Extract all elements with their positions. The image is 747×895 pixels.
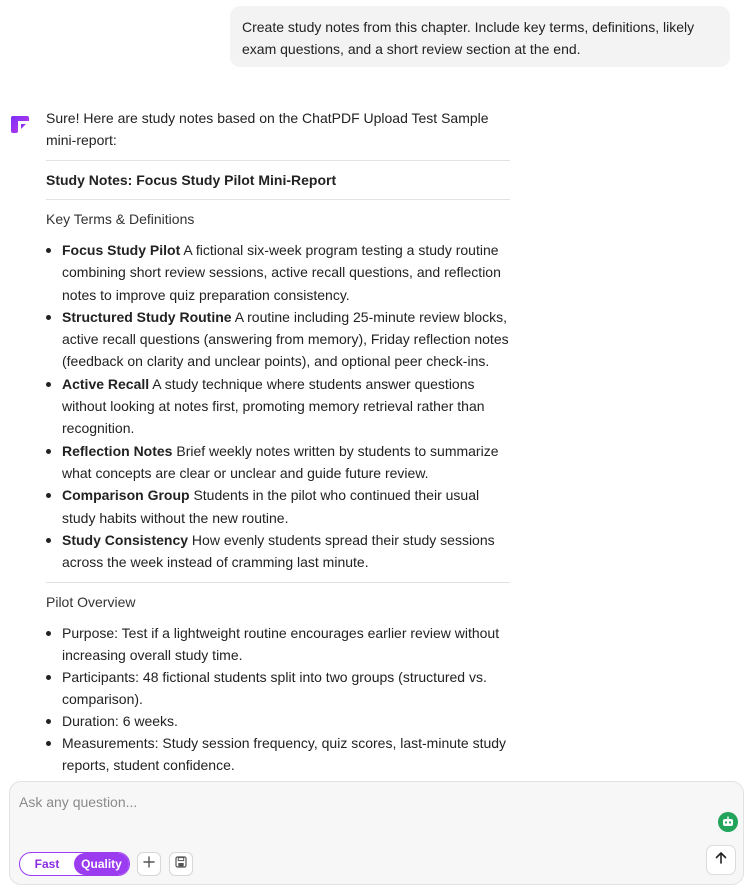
term-definition: Brief weekly notes written by students to summarize what concepts are clear or unclear and guide future review. bbox=[62, 442, 499, 481]
term-definition: How evenly students spread their study sessions across the week instead of cramming last minute. bbox=[62, 531, 495, 571]
arrow-up-icon bbox=[714, 851, 728, 870]
add-button[interactable] bbox=[137, 852, 161, 876]
list-item bbox=[46, 239, 510, 306]
divider bbox=[46, 199, 510, 200]
list-item: Participants: 48 fictional students split into two groups (structured vs. comparison). bbox=[46, 666, 510, 710]
answer-intro: Sure! Here are study notes based on the ChatPDF Upload Test Sample mini-report: bbox=[46, 110, 489, 148]
floppy-disk-icon bbox=[175, 855, 187, 873]
message-composer bbox=[9, 781, 744, 885]
robot-icon[interactable] bbox=[718, 812, 738, 832]
overview-list bbox=[46, 622, 510, 776]
term-label: Focus Study Pilot bbox=[62, 242, 181, 258]
term-definition: Students in the pilot who continued their usual study habits without the new routine. bbox=[62, 487, 480, 526]
list-item bbox=[46, 529, 510, 574]
divider bbox=[46, 160, 510, 161]
term-label: Active Recall bbox=[62, 375, 150, 392]
term-label: Structured Study Routine bbox=[62, 308, 232, 325]
term-definition: A routine including 25-minute review blocks, active recall questions (answering from memory), Friday reflection notes (feedback on clarity and unclear points), and optional peer check-ins. bbox=[62, 308, 509, 370]
mode-quality-option[interactable]: Quality bbox=[74, 853, 129, 875]
key-terms-list bbox=[46, 239, 510, 573]
list-item: Measurements: Study session frequency, quiz scores, last-minute study reports, student confidence. bbox=[46, 732, 510, 776]
mode-toggle[interactable] bbox=[19, 852, 130, 876]
user-message-text: Create study notes from this chapter. Include key terms, definitions, likely exam questions, and a short review section at the end. bbox=[242, 19, 695, 57]
key-terms-heading: Key Terms & Definitions bbox=[46, 211, 195, 227]
mode-fast-option[interactable]: Fast bbox=[34, 857, 60, 871]
user-message-bubble bbox=[230, 6, 730, 67]
list-item: Duration: 6 weeks. bbox=[46, 710, 510, 732]
list-item bbox=[46, 373, 510, 440]
term-label: Reflection Notes bbox=[62, 442, 173, 459]
assistant-logo-icon bbox=[9, 113, 31, 135]
list-item bbox=[46, 440, 510, 485]
list-item bbox=[46, 484, 510, 529]
save-button[interactable] bbox=[169, 852, 193, 876]
assistant-answer bbox=[46, 107, 510, 776]
divider bbox=[46, 582, 510, 583]
send-button[interactable] bbox=[706, 845, 736, 875]
overview-heading: Pilot Overview bbox=[46, 594, 136, 611]
term-definition: A fictional six-week program testing a study routine combining short review sessions, active recall questions, and reflection notes to improve quiz preparation consistency. bbox=[62, 242, 501, 303]
plus-icon bbox=[143, 855, 155, 873]
question-input[interactable] bbox=[19, 791, 659, 813]
term-definition: A study technique where students answer questions without looking at notes first, promoting memory retrieval rather than recognition. bbox=[62, 375, 485, 437]
term-label: Study Consistency bbox=[62, 531, 189, 548]
list-item: Purpose: Test if a lightweight routine encourages earlier review without increasing overall study time. bbox=[46, 622, 510, 666]
notes-title: Study Notes: Focus Study Pilot Mini-Report bbox=[46, 172, 337, 188]
term-label: Comparison Group bbox=[62, 487, 190, 504]
list-item bbox=[46, 306, 510, 373]
